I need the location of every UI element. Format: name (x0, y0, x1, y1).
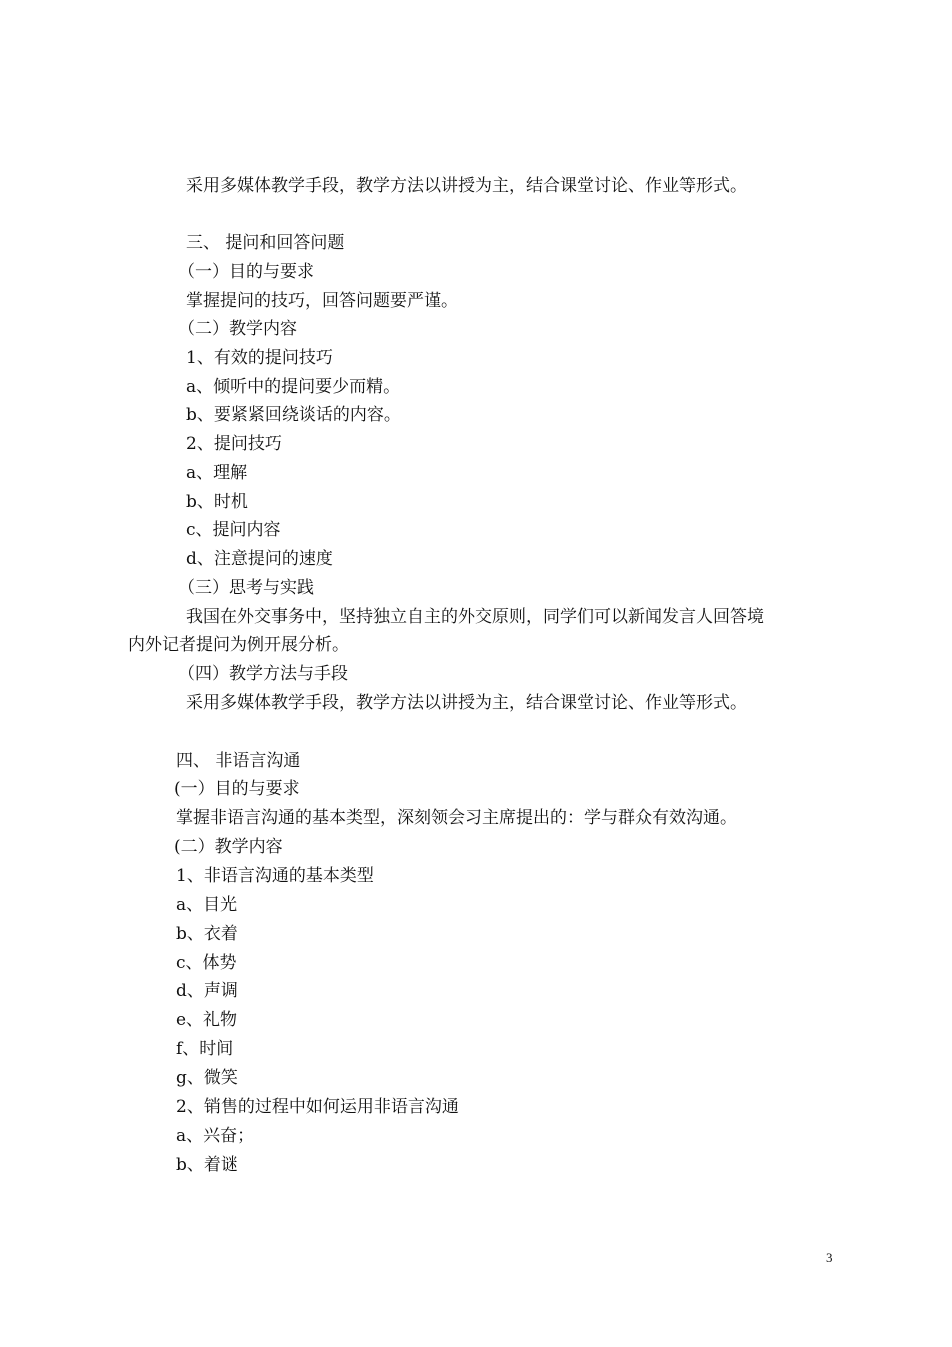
section-3-methods-text: 采用多媒体教学手段，教学方法以讲授为主，结合课堂讨论、作业等形式。 (186, 693, 747, 713)
section-3-item-1: 1、有效的提问技巧 (186, 348, 333, 368)
section-4-item-1b: b、衣着 (176, 924, 238, 944)
section-3-practice-line-2: 内外记者提问为例开展分析。 (128, 635, 349, 655)
section-3-content-title: （二）教学内容 (178, 319, 297, 339)
section-3-item-1a: a、倾听中的提问要少而精。 (186, 377, 401, 397)
section-4-item-1d: d、声调 (176, 981, 238, 1001)
section-3-item-2c: c、提问内容 (186, 520, 281, 540)
section-4-item-1: 1、非语言沟通的基本类型 (176, 866, 374, 886)
section-3-item-2a: a、理解 (186, 463, 248, 483)
section-3-practice-title: （三）思考与实践 (178, 578, 314, 598)
section-4-item-2: 2、销售的过程中如何运用非语言沟通 (176, 1097, 459, 1117)
section-4-heading: 四、 非语言沟通 (176, 751, 301, 771)
section-3-goal-title: （一）目的与要求 (178, 262, 314, 282)
section-3-item-2b: b、时机 (186, 492, 248, 512)
section-3-item-2: 2、提问技巧 (186, 434, 282, 454)
section-4-item-1g: g、微笑 (176, 1068, 238, 1088)
section-3-heading: 三、 提问和回答问题 (186, 233, 345, 253)
section-3-item-1b: b、要紧紧回绕谈话的内容。 (186, 405, 401, 425)
page-number: 3 (826, 1250, 833, 1265)
section-4-content-title: (二）教学内容 (174, 837, 283, 857)
section-4-item-2a: a、兴奋； (176, 1126, 255, 1146)
section-4-item-1e: e、礼物 (176, 1010, 238, 1030)
section-4-goal-title: (一）目的与要求 (174, 779, 300, 799)
section-3-methods-title: （四）教学方法与手段 (178, 664, 348, 684)
section-3-practice-line-1: 我国在外交事务中，坚持独立自主的外交原则，同学们可以新闻发言人回答境 (186, 607, 764, 627)
section-4-goal-text: 掌握非语言沟通的基本类型，深刻领会习主席提出的：学与群众有效沟通。 (176, 808, 737, 828)
section-3-item-2d: d、注意提问的速度 (186, 549, 333, 569)
section-4-item-2b: b、着谜 (176, 1155, 238, 1175)
section-4-item-1a: a、目光 (176, 895, 238, 915)
section-4-item-1c: c、体势 (176, 953, 237, 973)
section-4-item-1f: f、时间 (176, 1039, 234, 1059)
methods-paragraph-prev: 采用多媒体教学手段，教学方法以讲授为主，结合课堂讨论、作业等形式。 (186, 176, 747, 196)
section-3-goal-text: 掌握提问的技巧，回答问题要严谨。 (186, 291, 458, 311)
